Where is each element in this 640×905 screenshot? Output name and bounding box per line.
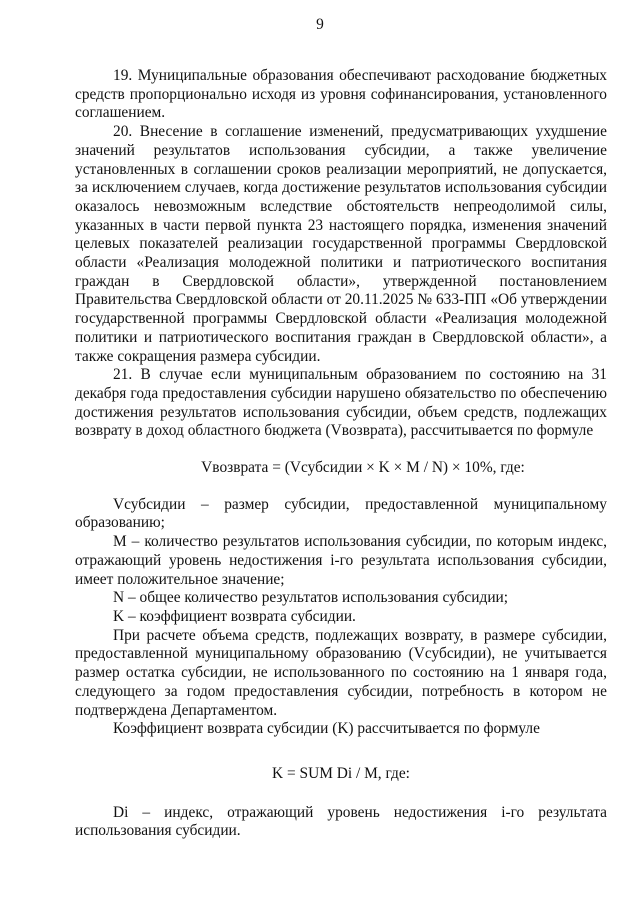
definition-n: N – общее количество результатов использования субсидии; [113, 589, 509, 607]
paragraph-calculation-note: При расчете объема средств, подлежащих возврату, в размере субсидии, предоставленной муниципальному образованию (Vсубсидии), не учитывается размер остатка субсидии, не использованного по состоянию на 1 января года, следующего за годом предоставления субсидии, потребность в котором не подтверждена Департаментом. [75, 626, 607, 719]
paragraph-coefficient: Коэффициент возврата субсидии (K) рассчитывается по формуле [113, 720, 540, 738]
formula-coefficient: K = SUM Di / M, где: [272, 764, 410, 782]
definition-di: Di – индекс, отражающий уровень недостижения i-го результата использования субсидии. [75, 803, 607, 840]
document-body [75, 67, 607, 841]
formula-return-volume: Vвозврата = (Vсубсидии × K × M / N) × 10%, где: [201, 459, 525, 477]
paragraph-19: 19. Муниципальные образования обеспечивают расходование бюджетных средств пропорционально исходя из уровня софинансирования, установленного соглашением. [75, 67, 607, 122]
page-number: 9 [316, 16, 324, 33]
paragraph-20: 20. Внесение в соглашение изменений, предусматривающих ухудшение значений результатов использования субсидии, а также увеличение установленных в соглашении сроков реализации мероприятий, не допускается, за исключением случаев, когда достижение результатов использования субсидии оказалось невозможным вследствие обстоятельств непреодолимой силы, указанных в части первой пункта 23 настоящего порядка, изменения значений целевых показателей реализации государственной программы Свердловской области «Реализация молодежной политики и патриотического воспитания граждан в Свердловской области», утвержденной постановлением Правительства Свердловской области от 20.11.2025 № 633-ПП «Об утверждении государственной программы Свердловской области «Реализация молодежной политики и патриотического воспитания граждан в Свердловской области», а также сокращения размера субсидии. [75, 123, 607, 365]
definition-m: M – количество результатов использования субсидии, по которым индекс, отражающий уровень недостижения i-го результата использования субсидии, имеет положительное значение; [75, 533, 607, 588]
definition-v-subsidy: Vсубсидии – размер субсидии, предоставленной муниципальному образованию; [75, 495, 607, 532]
definition-k: K – коэффициент возврата субсидии. [113, 607, 356, 625]
paragraph-21: 21. В случае если муниципальным образованием по состоянию на 31 декабря года предоставления субсидии нарушено обязательство по обеспечению достижения результатов использования субсидии, объем средств, подлежащих возврату в доход областного бюджета (Vвозврата), рассчитывается по формуле [75, 366, 607, 440]
